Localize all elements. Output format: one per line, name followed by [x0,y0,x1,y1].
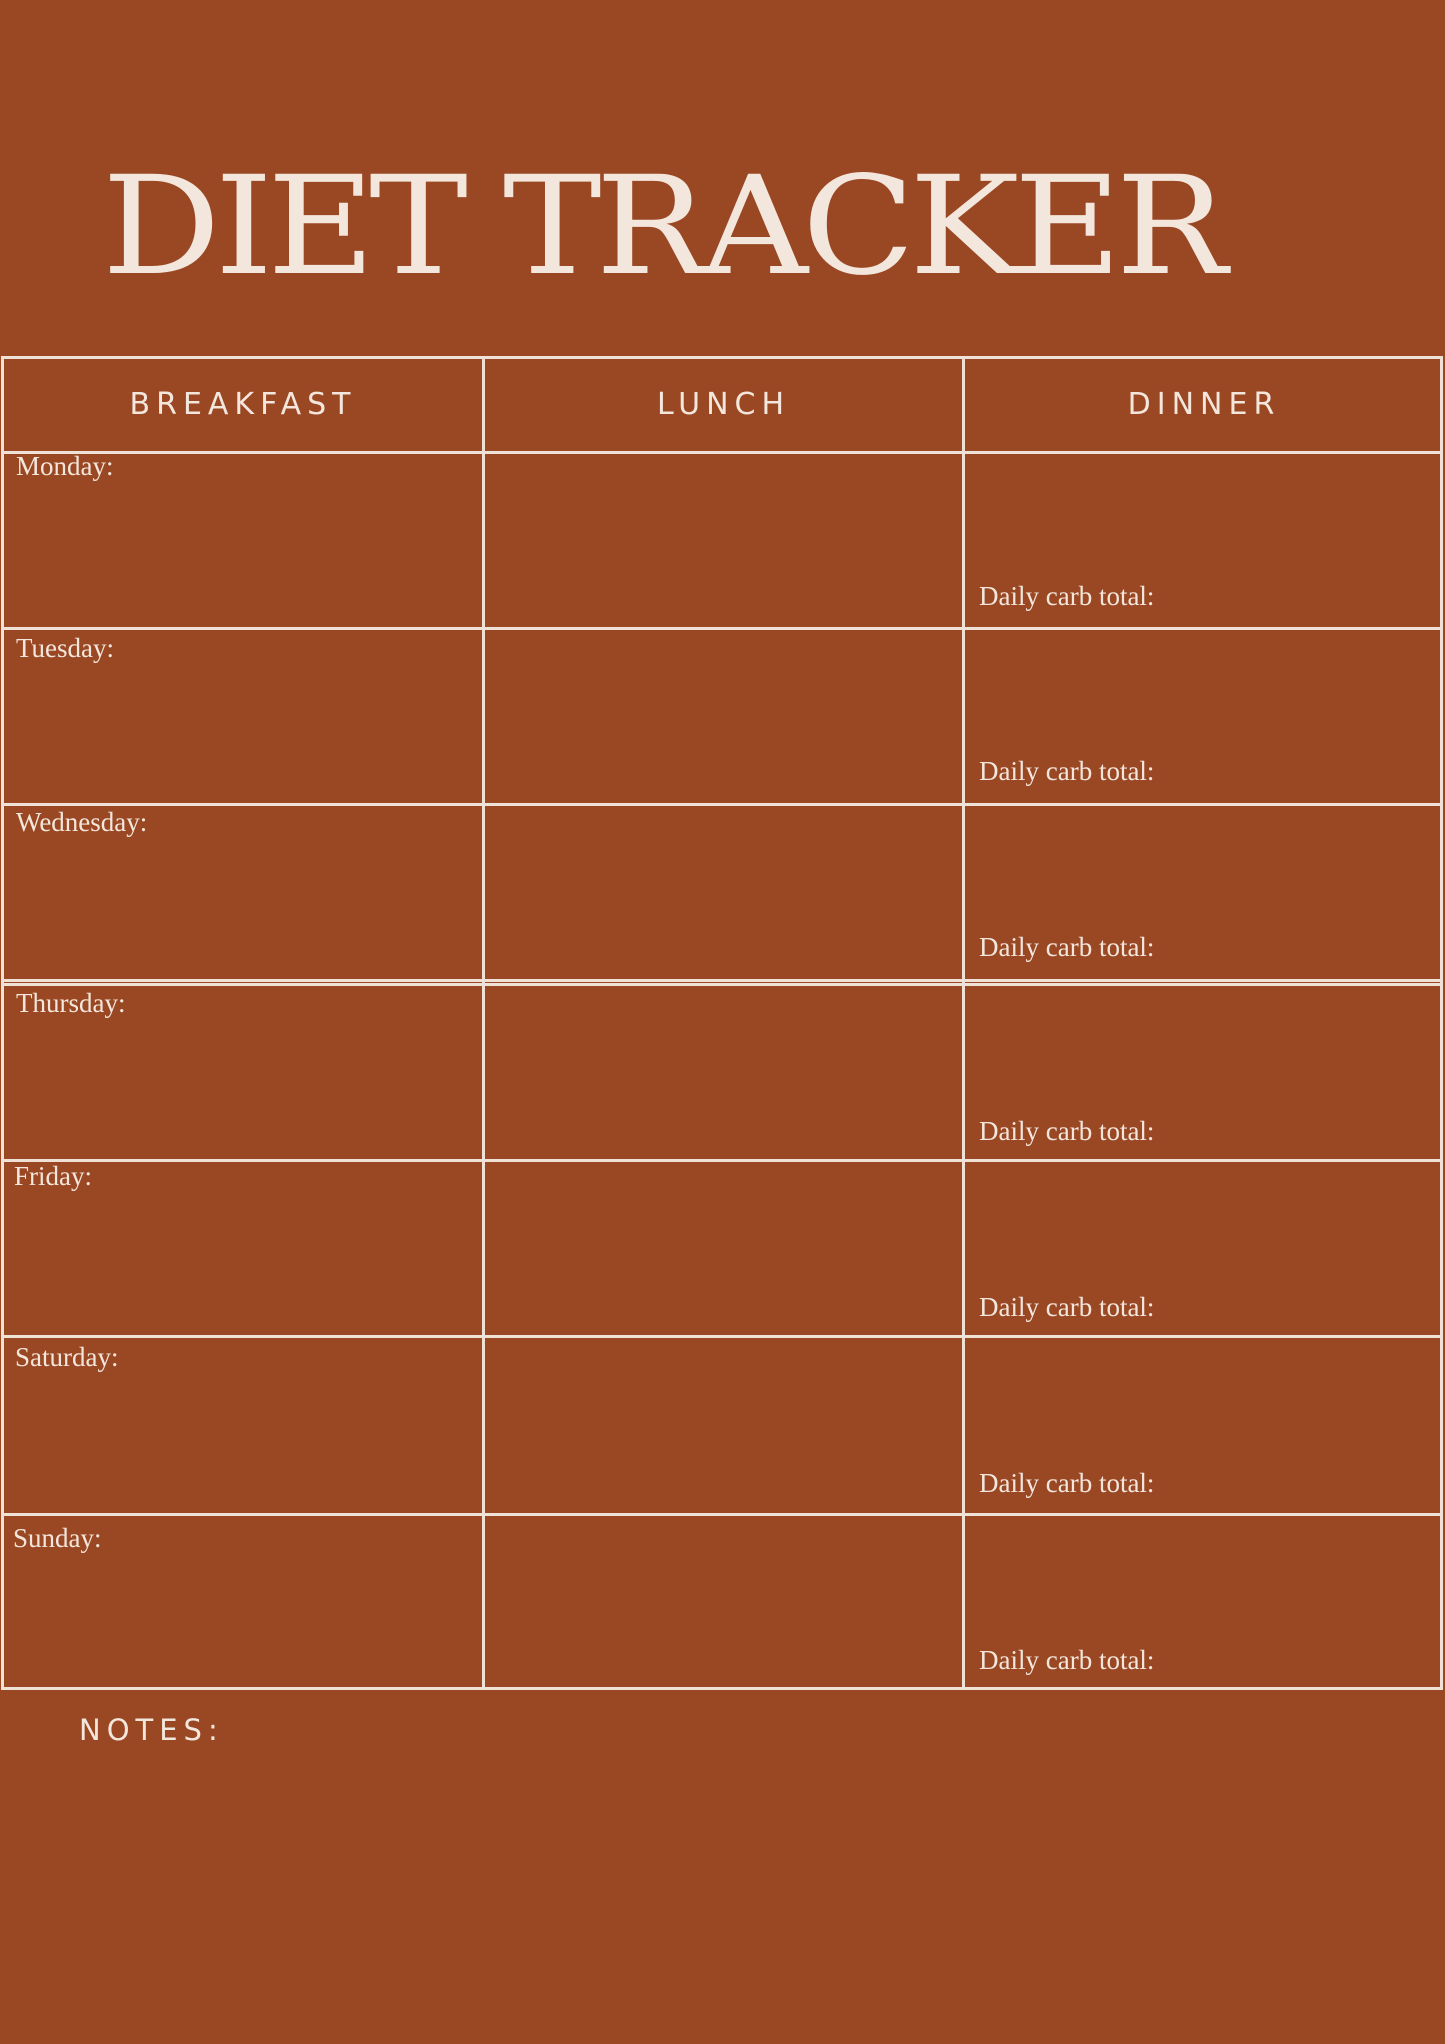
day-label-wednesday: Wednesday: [16,807,148,837]
page-title: DIET TRACKER [102,146,1222,306]
column-divider [962,359,965,1687]
column-divider [482,359,485,1687]
row-divider [4,979,1440,982]
carb-total-label-friday: Daily carb total: [979,1292,1155,1322]
row-divider [4,1159,1440,1162]
carb-total-label-monday: Daily carb total: [979,581,1155,611]
day-label-thursday: Thursday: [16,988,126,1018]
meal-grid [1,356,1443,1690]
column-header-lunch: LUNCH [656,386,791,422]
day-label-tuesday: Tuesday: [16,633,115,663]
day-label-friday: Friday: [14,1161,92,1191]
notes-label: NOTES: [79,1713,224,1747]
day-label-sunday: Sunday: [13,1523,102,1553]
row-divider [4,1335,1440,1338]
row-divider [4,627,1440,630]
header-divider [4,451,1440,454]
column-header-breakfast: BREAKFAST [129,386,357,422]
row-divider [4,1513,1440,1516]
carb-total-label-thursday: Daily carb total: [979,1116,1155,1146]
day-label-monday: Monday: [16,451,114,481]
carb-total-label-wednesday: Daily carb total: [979,932,1155,962]
row-divider [4,803,1440,806]
carb-total-label-tuesday: Daily carb total: [979,756,1155,786]
column-header-dinner: DINNER [1127,386,1281,422]
carb-total-label-sunday: Daily carb total: [979,1645,1155,1675]
day-label-saturday: Saturday: [15,1342,119,1372]
carb-total-label-saturday: Daily carb total: [979,1468,1155,1498]
row-divider [4,983,1440,986]
